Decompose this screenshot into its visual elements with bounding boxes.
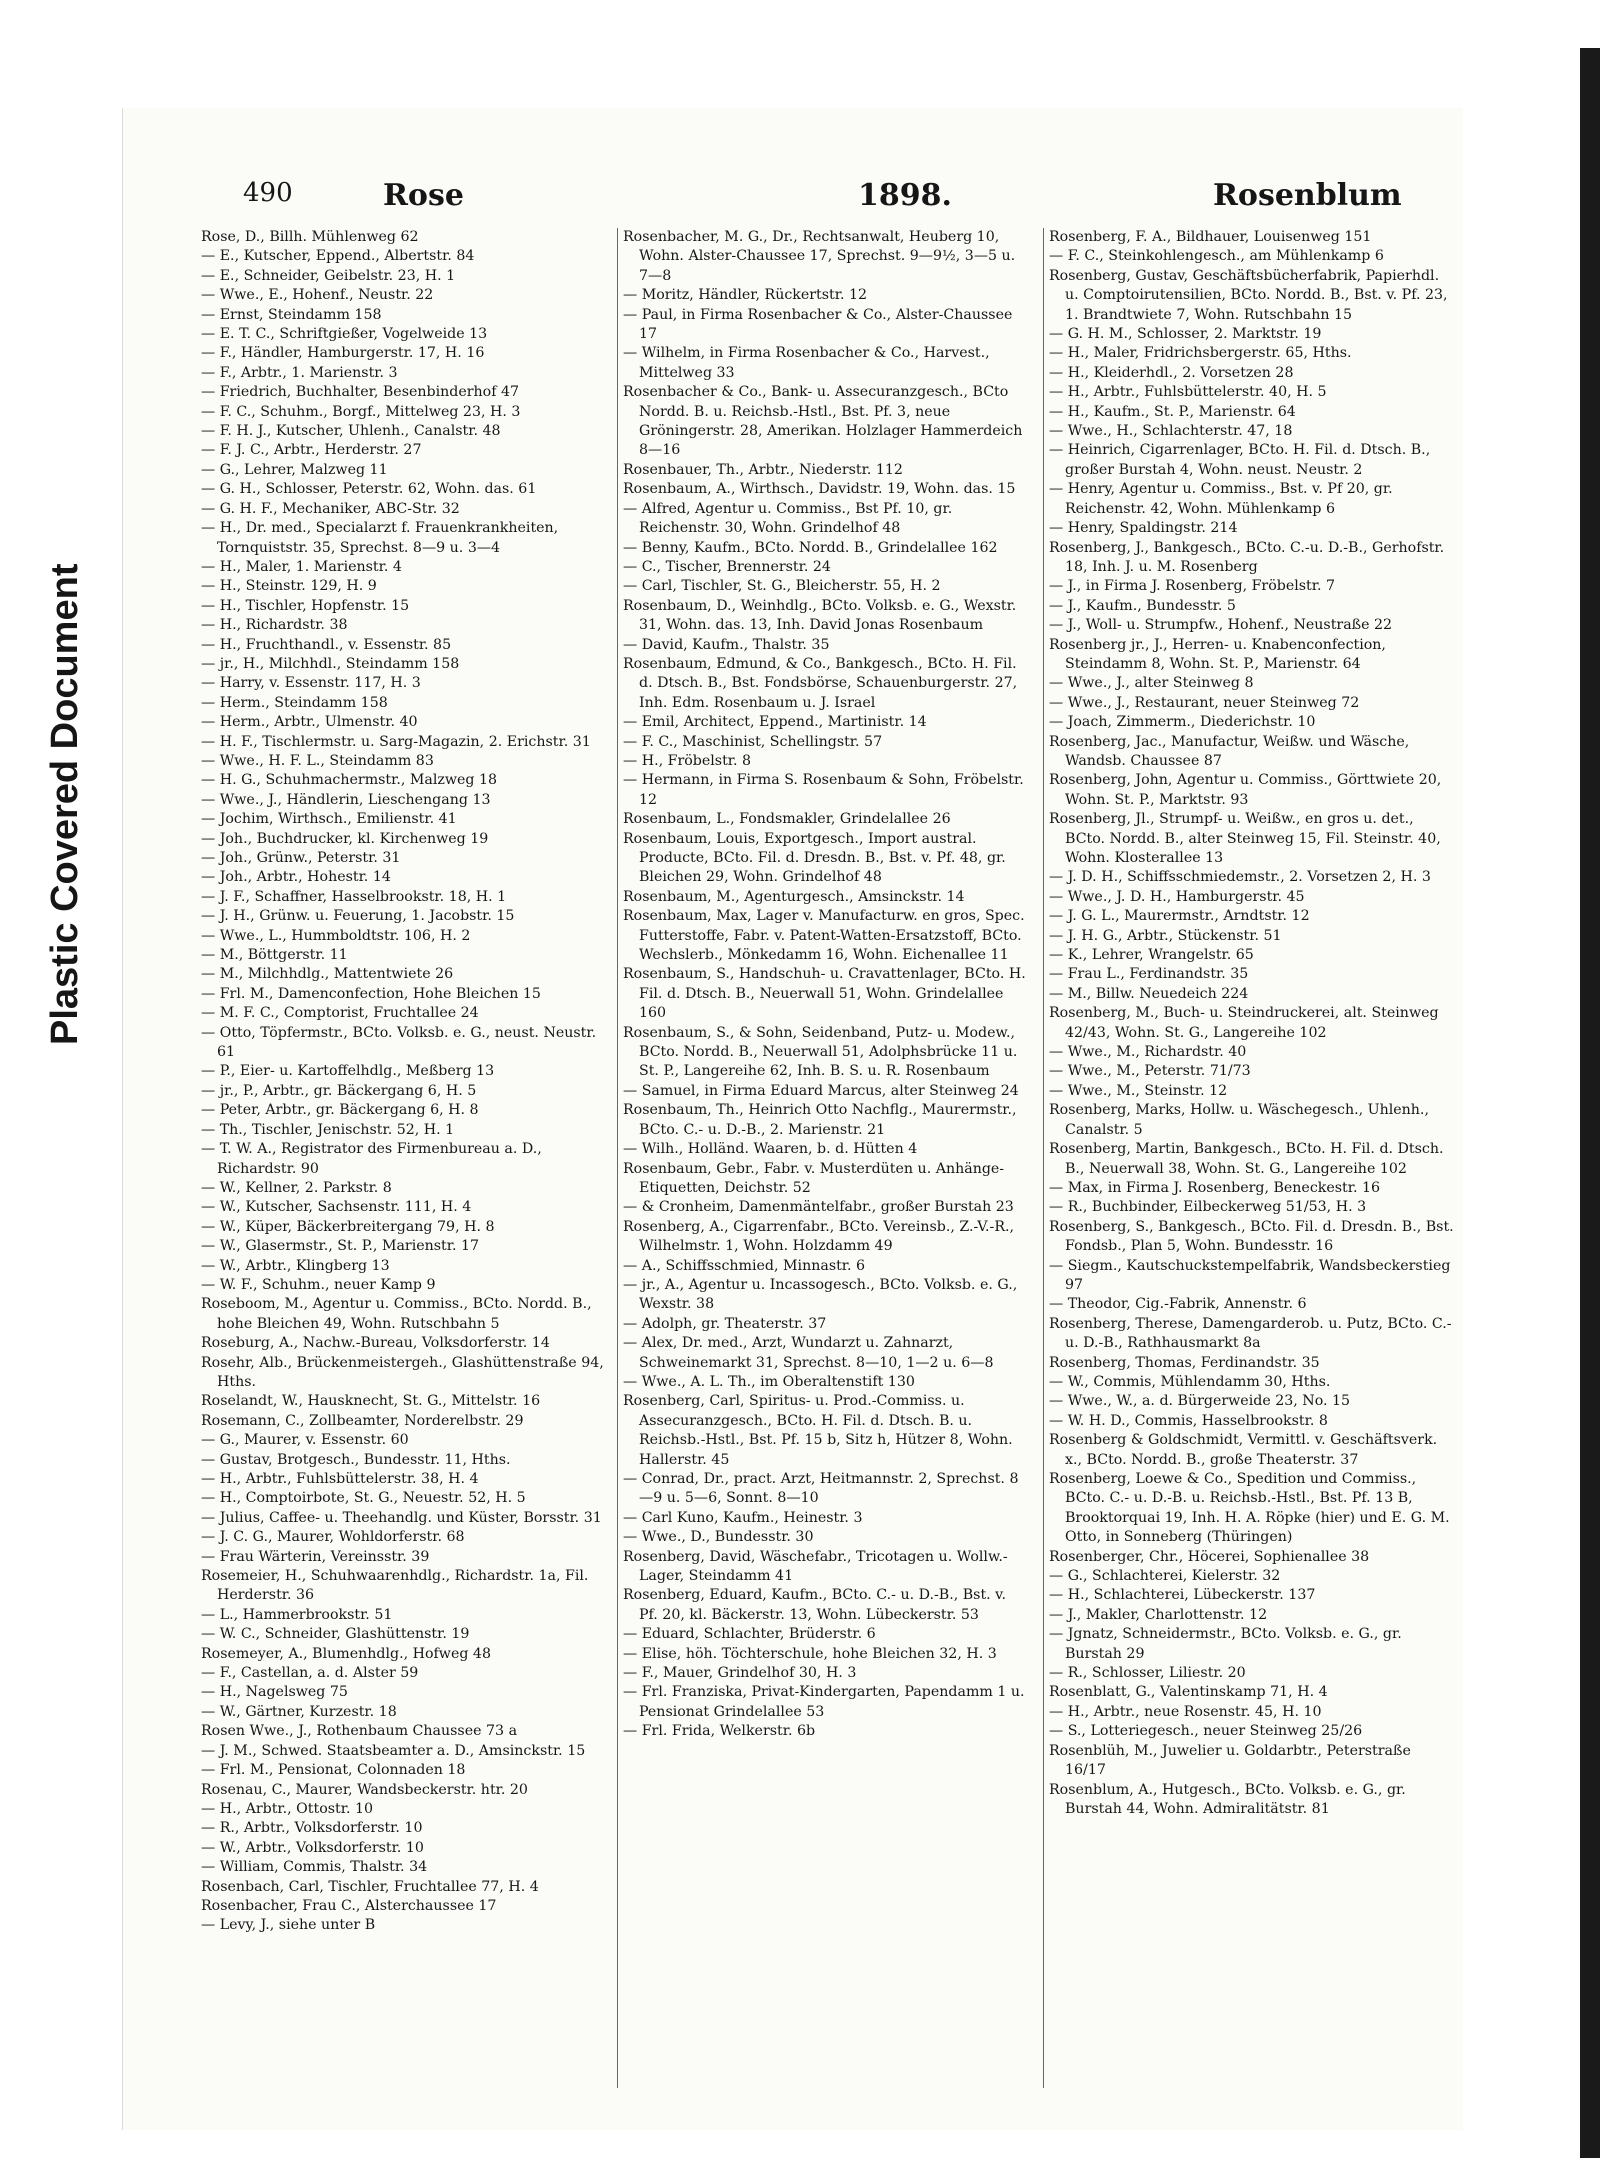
directory-entry: — G., Lehrer, Malzweg 11 [201, 461, 388, 478]
directory-entry: — Alex, Dr. med., Arzt, Wundarzt u. Zahnarzt, Schweinemarkt 31, Sprechst. 8—10, 1—2 u. 6—8 [623, 1335, 994, 1371]
plastic-cover-label: Plastic Covered Document [44, 563, 86, 1045]
directory-entry: — Wilhelm, in Firma Rosenbacher & Co., Harvest., Mittelweg 33 [623, 345, 990, 381]
directory-entry: — Emil, Architect, Eppend., Martinistr. 14 [623, 714, 927, 731]
directory-entry: — Frl. Frida, Welkerstr. 6b [623, 1723, 816, 1740]
directory-entry: — R., Arbtr., Volksdorferstr. 10 [201, 1820, 423, 1837]
directory-entry: — J., in Firma J. Rosenberg, Fröbelstr. 7 [1049, 578, 1336, 595]
directory-entry: Rosenbaum, M., Agenturgesch., Amsinckstr. 14 [623, 888, 965, 905]
directory-entry: — M., Böttgerstr. 11 [201, 947, 348, 964]
directory-entry: — Frl. M., Pensionat, Colonnaden 18 [201, 1762, 466, 1779]
directory-entry: — Wwe., H. F. L., Steindamm 83 [201, 752, 434, 769]
directory-entry: — W., Küper, Bäckerbreitergang 79, H. 8 [201, 1218, 495, 1235]
directory-entry: — H., Maler, 1. Marienstr. 4 [201, 558, 402, 575]
directory-entry: — H. F., Tischlermstr. u. Sarg-Magazin, 2. Erichstr. 31 [201, 733, 591, 750]
directory-entry: — Wwe., L., Hummboldtstr. 106, H. 2 [201, 927, 471, 944]
directory-entry: — W., Commis, Mühlendamm 30, Hths. [1049, 1373, 1331, 1390]
directory-entry: Rosenblatt, G., Valentinskamp 71, H. 4 [1049, 1684, 1328, 1701]
directory-entry: — Joach, Zimmerm., Diederichstr. 10 [1049, 714, 1316, 731]
directory-entry: — Wwe., E., Hohenf., Neustr. 22 [201, 287, 434, 304]
directory-entry: Rosenbaum, Th., Heinrich Otto Nachflg., Maurermstr., BCto. C.- u. D.-B., 2. Marienstr. 21 [623, 1102, 1017, 1138]
directory-entry: — W., Kellner, 2. Parkstr. 8 [201, 1179, 392, 1196]
directory-entry: — J. C. G., Maurer, Wohldorferstr. 68 [201, 1529, 465, 1546]
directory-entry: — Wwe., D., Bundesstr. 30 [623, 1529, 814, 1546]
directory-entry: Roselandt, W., Hausknecht, St. G., Mittelstr. 16 [201, 1393, 541, 1410]
directory-entry: — P., Eier- u. Kartoffelhdlg., Meßberg 13 [201, 1063, 495, 1080]
directory-entry: — Carl, Tischler, St. G., Bleicherstr. 55, H. 2 [623, 578, 941, 595]
right-running-title: Rosenblum [1213, 178, 1402, 213]
directory-entry: Rosenbaum, S., & Sohn, Seidenband, Putz- u. Modew., BCto. Nordd. B., Neuerwall 51, Adolphsbrücke 11 u. St. P., Langereihe 62, Inh. B. S. u. R. Rosenbaum [623, 1024, 1018, 1080]
directory-entry: Rosenblum, A., Hutgesch., BCto. Volksb. e. G., gr. Burstah 44, Wohn. Admiralitätstr. 81 [1049, 1781, 1406, 1817]
directory-entry: — J. D. H., Schiffsschmiedemstr., 2. Vorsetzen 2, H. 3 [1049, 869, 1431, 886]
directory-entry: — Elise, höh. Töchterschule, hohe Bleichen 32, H. 3 [623, 1645, 997, 1662]
directory-entry: Rosenblüh, M., Juwelier u. Goldarbtr., Peterstraße 16/17 [1049, 1742, 1411, 1779]
directory-entry: — F. C., Maschinist, Schellingstr. 57 [623, 733, 883, 750]
directory-entry: — Frau Wärterin, Vereinsstr. 39 [201, 1548, 430, 1565]
directory-entry: — David, Kaufm., Thalstr. 35 [623, 636, 830, 653]
directory-entry: — Wwe., J., alter Steinweg 8 [1049, 675, 1254, 692]
column-2 [623, 228, 1028, 2088]
directory-entry: Rosenbaum, Gebr., Fabr. v. Musterdüten u. Anhänge-Etiquetten, Deichstr. 52 [623, 1160, 1005, 1196]
directory-entry: — H., Richardstr. 38 [201, 617, 348, 634]
directory-entry: Rosenberg, Martin, Bankgesch., BCto. H. Fil. d. Dtsch. B., Neuerwall 38, Wohn. St. G., Langereihe 102 [1049, 1141, 1444, 1177]
directory-entry: — Conrad, Dr., pract. Arzt, Heitmannstr. 2, Sprechst. 8—9 u. 5—6, Sonnt. 8—10 [623, 1471, 1019, 1507]
column-3 [1049, 228, 1454, 2088]
directory-entry: — Wilh., Holländ. Waaren, b. d. Hütten 4 [623, 1141, 918, 1158]
directory-entry: Rosenberg, Jac., Manufactur, Weißw. und Wäsche, Wandsb. Chaussee 87 [1049, 733, 1410, 769]
directory-entry: — H., Arbtr., Fuhlsbüttelerstr. 38, H. 4 [201, 1471, 479, 1487]
directory-entry: — Siegm., Kautschuckstempelfabrik, Wandsbeckerstieg 97 [1049, 1257, 1451, 1293]
directory-entry: — K., Lehrer, Wrangelstr. 65 [1049, 947, 1254, 964]
directory-entry: — W., Glasermstr., St. P., Marienstr. 17 [201, 1238, 480, 1255]
directory-entry: — W., Gärtner, Kurzestr. 18 [201, 1703, 397, 1720]
directory-entry: — F., Castellan, a. d. Alster 59 [201, 1665, 419, 1682]
directory-entry: Rose, D., Billh. Mühlenweg 62 [201, 229, 419, 245]
directory-entry: — F., Mauer, Grindelhof 30, H. 3 [623, 1665, 857, 1682]
directory-entry: — jr., H., Milchhdl., Steindamm 158 [201, 655, 460, 672]
directory-entry: — J., Kaufm., Bundesstr. 5 [1049, 597, 1236, 614]
directory-entry: Rosenberg, A., Cigarrenfabr., BCto. Vereinsb., Z.-V.-R., Wilhelmstr. 1, Wohn. Holzdamm 49 [623, 1218, 1015, 1255]
directory-entry: — Wwe., J. D. H., Hamburgerstr. 45 [1049, 888, 1305, 905]
directory-entry: — H. G., Schuhmachermstr., Malzweg 18 [201, 772, 498, 789]
directory-entry: — Ernst, Steindamm 158 [201, 306, 382, 323]
directory-entry: Rosenbach, Carl, Tischler, Fruchtallee 77, H. 4 [201, 1878, 539, 1895]
directory-entry: — Julius, Caffee- u. Theehandlg. und Küster, Borsstr. 31 [201, 1509, 602, 1526]
directory-entry: — H., Steinstr. 129, H. 9 [201, 578, 377, 595]
directory-entry: — W. H. D., Commis, Hasselbrookstr. 8 [1049, 1412, 1328, 1429]
directory-entry: — R., Schlosser, Liliestr. 20 [1049, 1665, 1246, 1682]
directory-entry: — Herm., Arbtr., Ulmenstr. 40 [201, 714, 418, 731]
directory-entry: — H., Arbtr., Ottostr. 10 [201, 1800, 374, 1817]
directory-entry: — jr., A., Agentur u. Incassogesch., BCto. Volksb. e. G., Wexstr. 38 [623, 1276, 1018, 1313]
directory-entry: Roseboom, M., Agentur u. Commiss., BCto. Nordd. B., hohe Bleichen 49, Wohn. Rutschbahn 5 [201, 1296, 592, 1332]
directory-entry: — Wwe., M., Richardstr. 40 [1049, 1044, 1247, 1061]
directory-entry: — W., Arbtr., Klingberg 13 [201, 1257, 390, 1274]
directory-entry: — F., Arbtr., 1. Marienstr. 3 [201, 364, 398, 381]
year-title: 1898. [858, 178, 952, 213]
directory-entry: Rosenbaum, D., Weinhdlg., BCto. Volksb. e. G., Wexstr. 31, Wohn. das. 13, Inh. David Jonas Rosenbaum [623, 597, 1017, 634]
directory-entry: Rosenberg, M., Buch- u. Steindruckerei, alt. Steinweg 42/43, Wohn. St. G., Langereihe 102 [1049, 1005, 1439, 1041]
directory-entry: — G. H., Schlosser, Peterstr. 62, Wohn. das. 61 [201, 481, 537, 498]
directory-entry: Rosen Wwe., J., Rothenbaum Chaussee 73 a [201, 1723, 518, 1740]
directory-entry: Rosenberg, Loewe & Co., Spedition und Commiss., BCto. C.- u. D.-B. u. Reichsb.-Hstl., Bst. Pf. 13 B, Brooktorquai 19, Inh. H. A. Röpke (hier) und E. G. M. Otto, in Sonneberg (Thüringen) [1049, 1471, 1450, 1546]
directory-entry: — F. C., Steinkohlengesch., am Mühlenkamp 6 [1049, 248, 1384, 265]
directory-entry: Rosenberg, Eduard, Kaufm., BCto. C.- u. D.-B., Bst. v. Pf. 20, kl. Bäckerstr. 13, Wohn. Lübeckerstr. 53 [623, 1587, 1007, 1623]
column-divider [1043, 228, 1044, 2088]
directory-entry: Rosenberg, Jl., Strumpf- u. Weißw., en gros u. det., BCto. Nordd. B., alter Steinweg 15, Fil. Steinstr. 40, Wohn. Klosterallee 13 [1049, 811, 1441, 866]
directory-entry: — Jgnatz, Schneidermstr., BCto. Volksb. e. G., gr. Burstah 29 [1049, 1626, 1402, 1662]
directory-entry: — Frl. M., Damenconfection, Hohe Bleichen 15 [201, 985, 541, 1002]
directory-entry: Rosemann, C., Zollbeamter, Norderelbstr. 29 [201, 1412, 524, 1429]
directory-entry: Rosemeyer, A., Blumenhdlg., Hofweg 48 [201, 1645, 491, 1662]
directory-entry: Rosenberg, S., Bankgesch., BCto. Fil. d. Dresdn. B., Bst. Fondsb., Plan 5, Wohn. Bundesstr. 16 [1049, 1218, 1454, 1255]
directory-entry: — H., Kaufm., St. P., Marienstr. 64 [1049, 403, 1296, 420]
directory-entry: — Moritz, Händler, Rückertstr. 12 [623, 287, 868, 304]
directory-entry: — Carl Kuno, Kaufm., Heinestr. 3 [623, 1509, 863, 1526]
entry-columns [201, 228, 1454, 2088]
directory-entry: — Henry, Spaldingstr. 214 [1049, 520, 1238, 537]
directory-entry: — J., Makler, Charlottenstr. 12 [1049, 1606, 1268, 1623]
left-running-title: Rose [383, 178, 464, 213]
directory-entry: — J. H., Grünw. u. Feuerung, 1. Jacobstr. 15 [201, 908, 515, 925]
directory-entry: — F., Händler, Hamburgerstr. 17, H. 16 [201, 345, 485, 362]
directory-entry: Rosehr, Alb., Brückenmeistergeh., Glashüttenstraße 94, Hths. [201, 1354, 604, 1390]
directory-entry: Rosenberg, David, Wäschefabr., Tricotagen u. Wollw.-Lager, Steindamm 41 [623, 1548, 1008, 1585]
directory-entry: Rosenbacher, M. G., Dr., Rechtsanwalt, Heuberg 10, Wohn. Alster-Chaussee 17, Sprechst. 9—9½, 3—5 u. 7—8 [623, 229, 1016, 284]
directory-entry: — W. F., Schuhm., neuer Kamp 9 [201, 1276, 436, 1293]
directory-entry: — F. H. J., Kutscher, Uhlenh., Canalstr. 48 [201, 423, 501, 440]
directory-entry: — Otto, Töpfermstr., BCto. Volksb. e. G., neust. Neustr. 61 [201, 1024, 597, 1061]
directory-entry: Rosenbaum, S., Handschuh- u. Cravattenlager, BCto. H. Fil. d. Dtsch. B., Neuerwall 51, Wohn. Grindelallee 160 [623, 966, 1026, 1022]
directory-entry: — Eduard, Schlachter, Brüderstr. 6 [623, 1626, 876, 1643]
directory-entry: — H., Arbtr., neue Rosenstr. 45, H. 10 [1049, 1703, 1322, 1720]
directory-entry: — R., Buchbinder, Eilbeckerweg 51/53, H. 3 [1049, 1199, 1367, 1216]
directory-entry: — E. T. C., Schriftgießer, Vogelweide 13 [201, 326, 488, 343]
directory-entry: — Th., Tischler, Jenischstr. 52, H. 1 [201, 1121, 455, 1138]
directory-entry: — H., Arbtr., Fuhlsbüttelerstr. 40, H. 5 [1049, 384, 1327, 401]
column-divider [617, 228, 618, 2088]
directory-entry: Rosenberg, Gustav, Geschäftsbücherfabrik, Papierhdl. u. Comptoirutensilien, BCto. Nordd. B., Bst. v. Pf. 23, 1. Brandtwiete 7, Wohn. Rutschbahn 15 [1049, 267, 1448, 323]
directory-entry: Rosenbauer, Th., Arbtr., Niederstr. 112 [623, 461, 903, 478]
directory-entry: Rosenberg, Thomas, Ferdinandstr. 35 [1049, 1354, 1320, 1371]
directory-entry: — Wwe., M., Peterstr. 71/73 [1049, 1063, 1251, 1080]
directory-entry: Rosenberger, Chr., Höcerei, Sophienallee 38 [1049, 1548, 1370, 1565]
directory-entry: — J., Woll- u. Strumpfw., Hohenf., Neustraße 22 [1049, 617, 1393, 634]
directory-entry: Rosenbaum, Max, Lager v. Manufacturw. en gros, Spec. Futterstoffe, Fabr. v. Patent-Watten-Ersatzstoff, BCto. Wechslerb., Mönkedamm 16, Wohn. Eichenallee 11 [623, 908, 1025, 964]
directory-entry: — J. H. G., Arbtr., Stückenstr. 51 [1049, 927, 1282, 944]
directory-entry: Rosenberg, Carl, Spiritus- u. Prod.-Commiss. u. Assecuranzgesch., BCto. H. Fil. d. Dtsch. B. u. Reichsb.-Hstl., Bst. Pf. 15 b, Sitz h, Hützer 8, Wohn. Hallerstr. 45 [623, 1393, 1013, 1468]
directory-entry: — H., Maler, Fridrichsbergerstr. 65, Hths. [1049, 345, 1352, 362]
directory-entry: — G., Maurer, v. Essenstr. 60 [201, 1432, 409, 1449]
directory-entry: — M. F. C., Comptorist, Fruchtallee 24 [201, 1005, 479, 1022]
directory-entry: — Paul, in Firma Rosenbacher & Co., Alster-Chaussee 17 [623, 306, 1013, 343]
directory-entry: — Henry, Agentur u. Commiss., Bst. v. Pf 20, gr. Reichenstr. 42, Wohn. Mühlenkamp 6 [1049, 481, 1393, 517]
directory-entry: — L., Hammerbrookstr. 51 [201, 1606, 393, 1623]
directory-entry: Rosenbaum, L., Fondsmakler, Grindelallee 26 [623, 811, 951, 828]
directory-entry: — W., Arbtr., Volksdorferstr. 10 [201, 1839, 424, 1856]
page-header [123, 178, 1463, 218]
directory-entry: — William, Commis, Thalstr. 34 [201, 1859, 428, 1876]
directory-entry: — Adolph, gr. Theaterstr. 37 [623, 1315, 827, 1332]
directory-entry: — Joh., Buchdrucker, kl. Kirchenweg 19 [201, 830, 489, 847]
directory-entry: — & Cronheim, Damenmäntelfabr., großer Burstah 23 [623, 1199, 1014, 1216]
directory-entry: Rosenbaum, Louis, Exportgesch., Import austral. Producte, BCto. Fil. d. Dresdn. B., Bst. v. Pf. 48, gr. Bleichen 29, Wohn. Grindelhof 48 [623, 830, 1006, 886]
directory-page [122, 108, 1463, 2130]
directory-entry: — Heinrich, Cigarrenlager, BCto. H. Fil. d. Dtsch. B., großer Burstah 4, Wohn. neust. Neustr. 2 [1049, 442, 1431, 478]
directory-entry: — Wwe., J., Restaurant, neuer Steinweg 72 [1049, 694, 1360, 711]
directory-entry: — Gustav, Brotgesch., Bundesstr. 11, Hths. [201, 1451, 511, 1468]
directory-entry: Rosenberg, John, Agentur u. Commiss., Görttwiete 20, Wohn. St. P., Marktstr. 93 [1049, 772, 1442, 808]
directory-entry: Rosenberg, J., Bankgesch., BCto. C.-u. D.-B., Gerhofstr. 18, Inh. J. u. M. Rosenberg [1049, 539, 1445, 575]
directory-entry: Rosenbacher & Co., Bank- u. Assecuranzgesch., BCto Nordd. B. u. Reichsb.-Hstl., Bst. Pf. 3, neue Gröningerstr. 28, Amerikan. Holzlager Hammerdeich 8—16 [623, 384, 1023, 459]
directory-entry: Rosemeier, H., Schuhwaarenhdlg., Richardstr. 1a, Fil. Herderstr. 36 [201, 1568, 589, 1604]
directory-entry: — Herm., Steindamm 158 [201, 694, 388, 711]
directory-entry: — Theodor, Cig.-Fabrik, Annenstr. 6 [1049, 1296, 1307, 1313]
directory-entry: — F. C., Schuhm., Borgf., Mittelweg 23, H. 3 [201, 403, 521, 420]
column-1 [201, 228, 606, 2088]
directory-entry: — Friedrich, Buchhalter, Besenbinderhof 47 [201, 384, 520, 401]
directory-entry: — E., Schneider, Geibelstr. 23, H. 1 [201, 267, 456, 284]
directory-entry: — G. H. M., Schlosser, 2. Marktstr. 19 [1049, 326, 1322, 343]
directory-entry: — F. J. C., Arbtr., Herderstr. 27 [201, 442, 422, 459]
directory-entry: — jr., P., Arbtr., gr. Bäckergang 6, H. 5 [201, 1082, 477, 1099]
directory-entry: — Harry, v. Essenstr. 117, H. 3 [201, 675, 421, 692]
directory-entry: — G. H. F., Mechaniker, ABC-Str. 32 [201, 500, 460, 517]
directory-entry: — Wwe., W., a. d. Bürgerweide 23, No. 15 [1049, 1393, 1351, 1410]
directory-entry: — H., Kleiderhdl., 2. Vorsetzen 28 [1049, 364, 1294, 381]
directory-entry: — T. W. A., Registrator des Firmenbureau a. D., Richardstr. 90 [201, 1141, 542, 1177]
directory-entry: — Peter, Arbtr., gr. Bäckergang 6, H. 8 [201, 1102, 479, 1119]
directory-entry: — J. M., Schwed. Staatsbeamter a. D., Amsinckstr. 15 [201, 1742, 586, 1759]
directory-entry: — Jochim, Wirthsch., Emilienstr. 41 [201, 811, 457, 828]
directory-entry: — M., Billw. Neuedeich 224 [1049, 985, 1249, 1002]
directory-entry: — H., Tischler, Hopfenstr. 15 [201, 597, 410, 614]
directory-entry: — G., Schlachterei, Kielerstr. 32 [1049, 1568, 1281, 1585]
directory-entry: — S., Lotteriegesch., neuer Steinweg 25/26 [1049, 1723, 1363, 1740]
directory-entry: Rosenberg jr., J., Herren- u. Knabenconfection, Steindamm 8, Wohn. St. P., Marienstr. 64 [1049, 636, 1386, 672]
directory-entry: Rosenberg & Goldschmidt, Vermittl. v. Geschäftsverk. x., BCto. Nordd. B., große Theaterstr. 37 [1049, 1432, 1438, 1468]
directory-entry: Rosenau, C., Maurer, Wandsbeckerstr. htr. 20 [201, 1781, 528, 1798]
directory-entry: — Wwe., J., Händlerin, Lieschengang 13 [201, 791, 491, 808]
directory-entry: Rosenbaum, A., Wirthsch., Davidstr. 19, Wohn. das. 15 [623, 481, 1016, 498]
directory-entry: Rosenberg, F. A., Bildhauer, Louisenweg 151 [1049, 229, 1372, 245]
directory-entry: — E., Kutscher, Eppend., Albertstr. 84 [201, 248, 475, 265]
directory-entry: — H., Nagelsweg 75 [201, 1684, 348, 1701]
directory-entry: — Wwe., A. L. Th., im Oberaltenstift 130 [623, 1373, 915, 1390]
directory-entry: — J. G. L., Maurermstr., Arndtstr. 12 [1049, 908, 1310, 925]
directory-entry: — M., Milchhdlg., Mattentwiete 26 [201, 966, 454, 983]
directory-entry: — Benny, Kaufm., BCto. Nordd. B., Grindelallee 162 [623, 539, 998, 556]
scan-edge-shadow [1580, 48, 1600, 2158]
directory-entry: — Alfred, Agentur u. Commiss., Bst Pf. 10, gr. Reichenstr. 30, Wohn. Grindelhof 48 [623, 500, 953, 537]
directory-entry: Roseburg, A., Nachw.-Bureau, Volksdorferstr. 14 [201, 1335, 550, 1352]
directory-entry: Rosenbaum, Edmund, & Co., Bankgesch., BCto. H. Fil. d. Dtsch. B., Bst. Fondsbörse, Schauenburgerstr. 27, Inh. Edm. Rosenbaum u. J. Israel [623, 655, 1018, 711]
directory-entry: — Frl. Franziska, Privat-Kindergarten, Papendamm 1 u. Pensionat Grindelallee 53 [623, 1684, 1025, 1720]
directory-entry: — Wwe., H., Schlachterstr. 47, 18 [1049, 423, 1293, 440]
directory-entry: — H., Dr. med., Specialarzt f. Frauenkrankheiten, Tornquiststr. 35, Sprechst. 8—9 u. 3—4 [201, 520, 559, 556]
directory-entry: — Hermann, in Firma S. Rosenbaum & Sohn, Fröbelstr. 12 [623, 772, 1024, 808]
directory-entry: — H., Schlachterei, Lübeckerstr. 137 [1049, 1587, 1316, 1604]
directory-entry: — Max, in Firma J. Rosenberg, Beneckestr. 16 [1049, 1179, 1381, 1196]
directory-entry: — H., Fruchthandl., v. Essenstr. 85 [201, 636, 452, 653]
directory-entry: — H., Comptoirbote, St. G., Neuestr. 52, H. 5 [201, 1490, 526, 1507]
directory-entry: — A., Schiffsschmied, Minnastr. 6 [623, 1257, 866, 1274]
directory-entry: — Frau L., Ferdinandstr. 35 [1049, 966, 1249, 983]
directory-entry: — C., Tischer, Brennerstr. 24 [623, 558, 831, 575]
directory-entry: — W., Kutscher, Sachsenstr. 111, H. 4 [201, 1199, 472, 1216]
directory-entry: — J. F., Schaffner, Hasselbrookstr. 18, H. 1 [201, 888, 507, 905]
directory-entry: — Joh., Arbtr., Hohestr. 14 [201, 869, 391, 886]
directory-entry: — Joh., Grünw., Peterstr. 31 [201, 850, 401, 866]
page-number: 490 [243, 178, 293, 208]
directory-entry: — H., Fröbelstr. 8 [623, 752, 752, 769]
directory-entry: Rosenberg, Marks, Hollw. u. Wäschegesch., Uhlenh., Canalstr. 5 [1049, 1102, 1429, 1138]
directory-entry: — Wwe., M., Steinstr. 12 [1049, 1082, 1228, 1099]
directory-entry: Rosenbacher, Frau C., Alsterchaussee 17 [201, 1897, 497, 1914]
directory-entry: Rosenberg, Therese, Damengarderob. u. Putz, BCto. C.- u. D.-B., Rathhausmarkt 8a [1049, 1315, 1452, 1352]
directory-entry: — W. C., Schneider, Glashüttenstr. 19 [201, 1626, 470, 1643]
directory-entry: — Samuel, in Firma Eduard Marcus, alter Steinweg 24 [623, 1082, 1019, 1099]
directory-entry: — Levy, J., siehe unter B [201, 1917, 376, 1934]
